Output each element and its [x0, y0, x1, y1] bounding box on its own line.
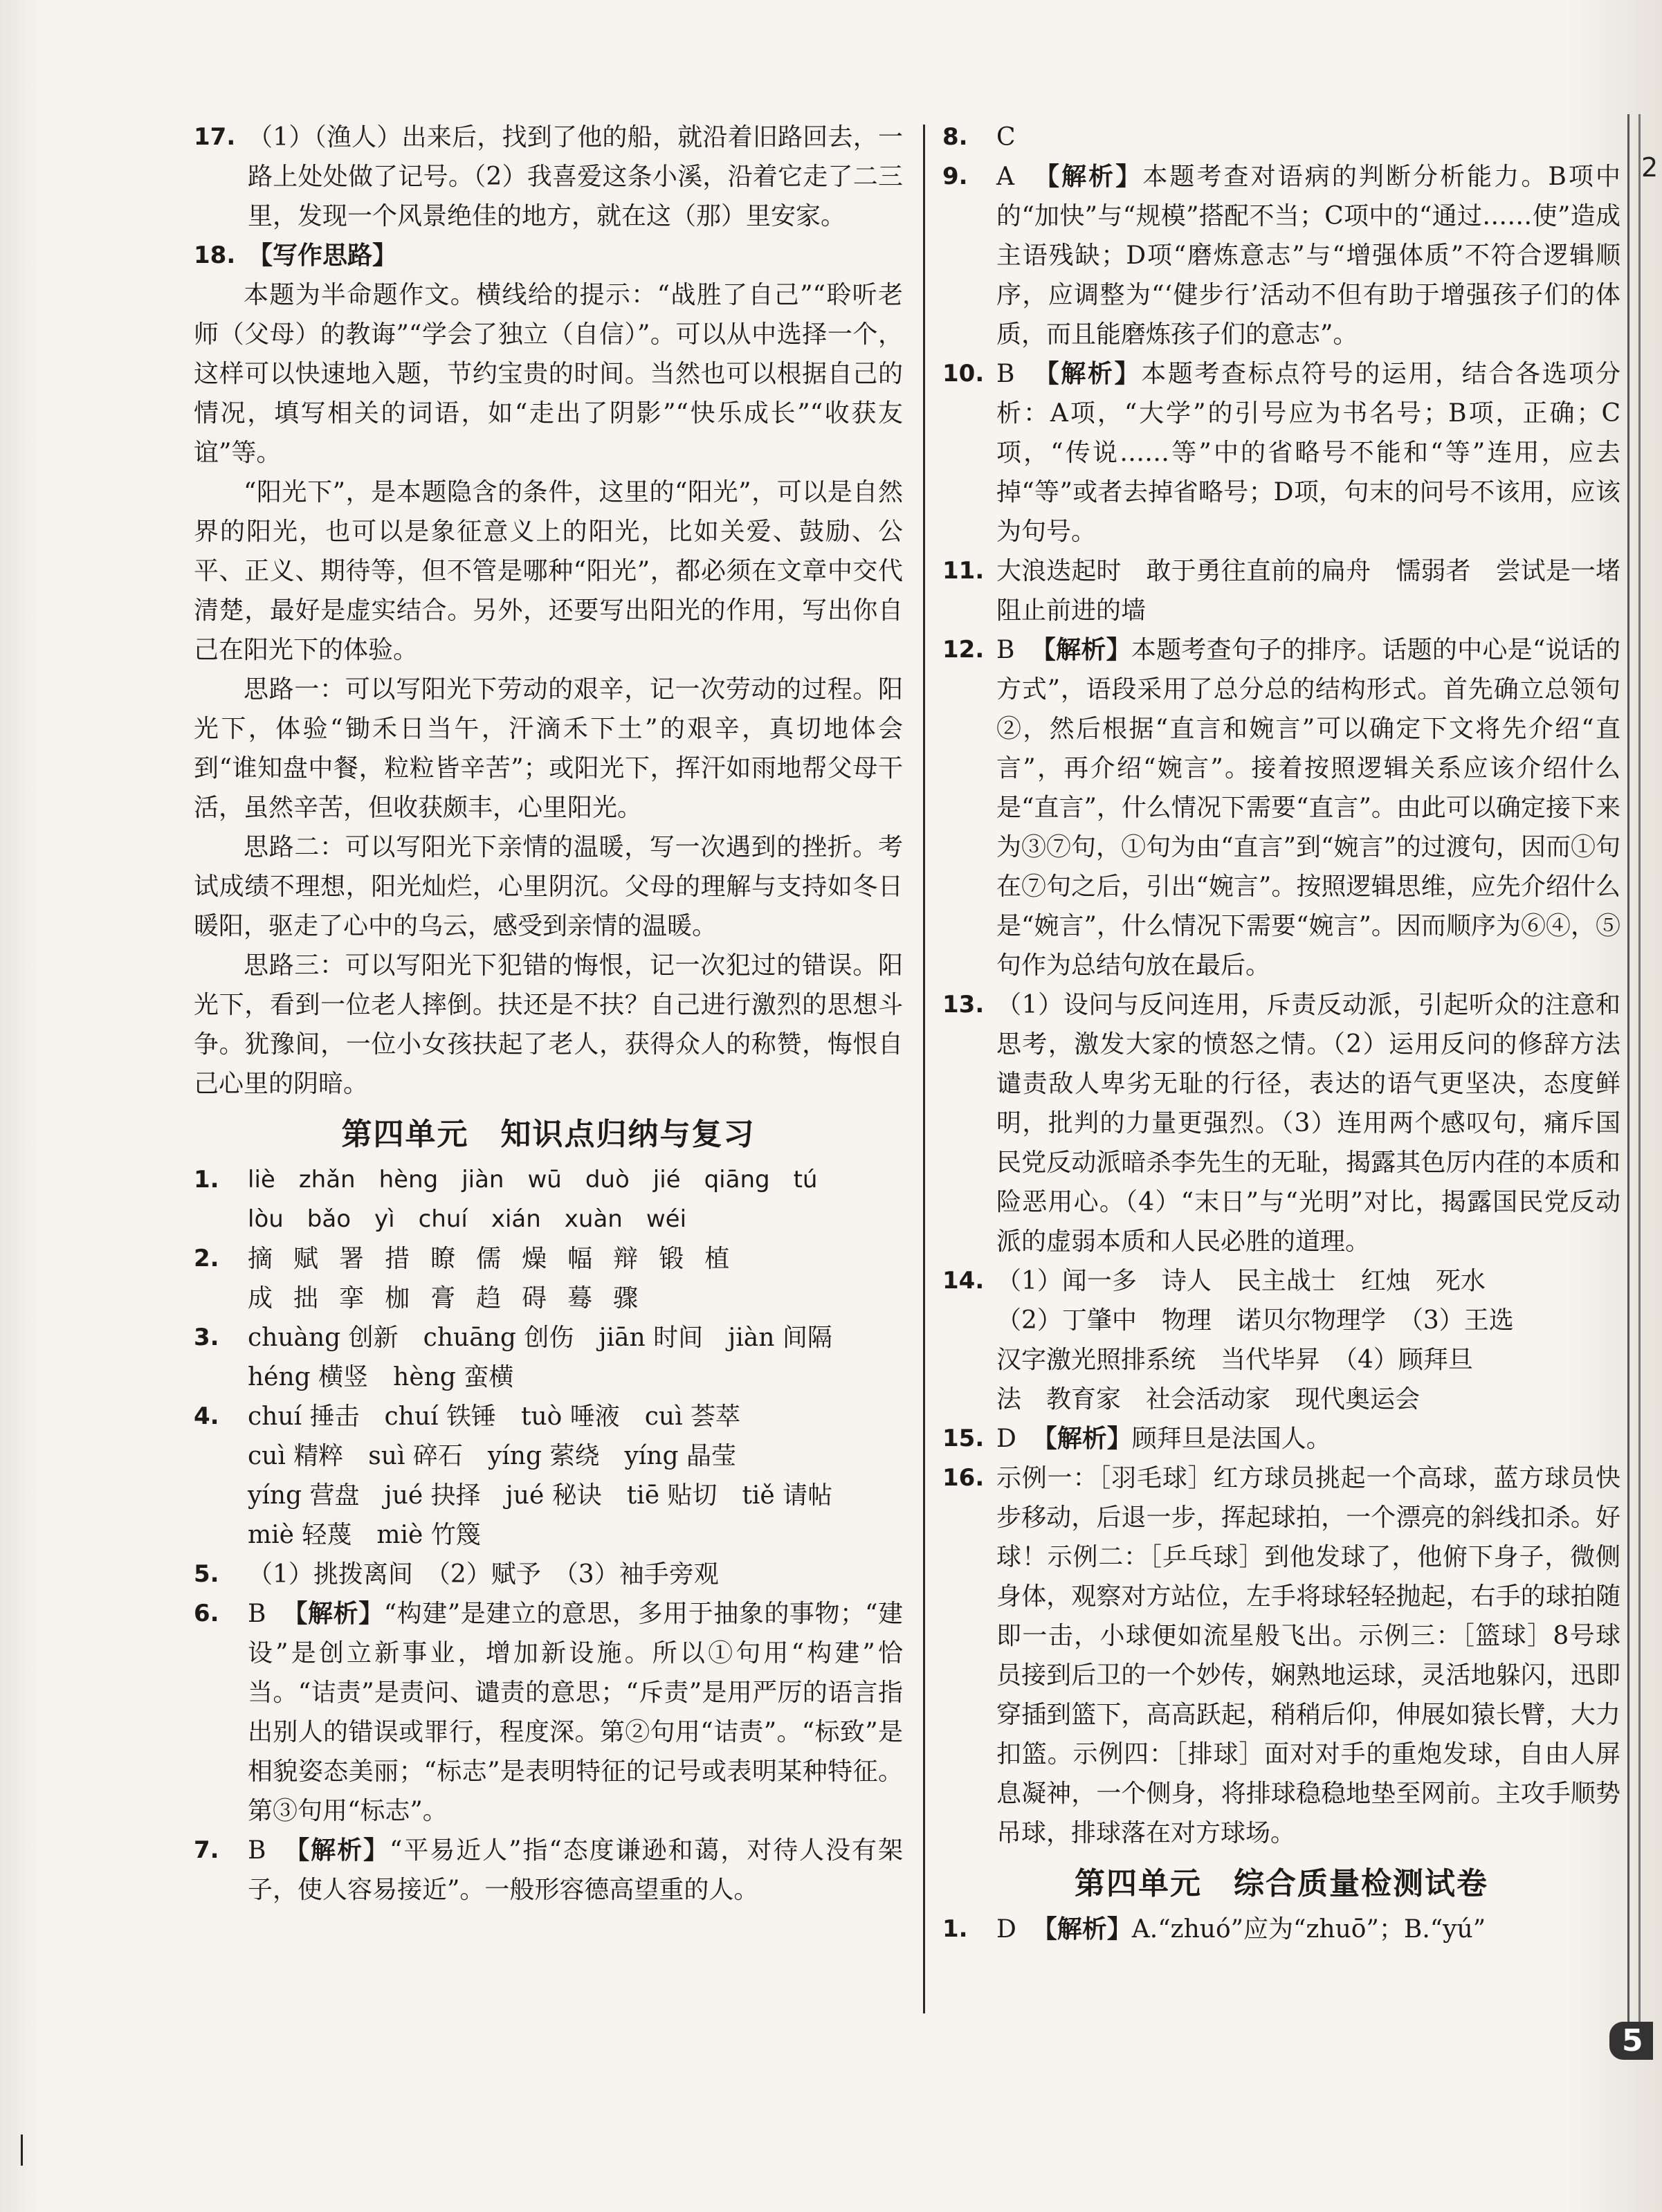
- item-13: [942, 985, 1620, 1261]
- answer-line: héng 横竖 hèng 蛮横: [248, 1363, 514, 1391]
- item-3: [194, 1318, 903, 1397]
- writing-paragraph: 思路三：可以写阳光下犯错的悔恨，记一次犯过的错误。阳光下，看到一位老人摔倒。扶还是不扶？自己进行激烈的思想斗争。犹豫间，一位小女孩扶起了老人，获得众人的称赞，悔恨自己心里的阴暗。: [194, 951, 903, 1098]
- answer-text: 大浪迭起时 敢于勇往直前的扁舟 懦弱者 尝试是一堵阻止前进的墙: [996, 557, 1620, 625]
- char: 碍: [522, 1284, 547, 1313]
- question-number: 15.: [942, 1425, 985, 1452]
- analysis-label: 【解析】: [284, 1836, 390, 1865]
- answer-line: yíng 营盘 jué 抉择 jué 秘诀 tiē 贴切 tiě 请帖: [248, 1481, 833, 1510]
- question-number: 16.: [942, 1464, 985, 1492]
- pinyin: yì: [374, 1205, 395, 1233]
- test-item-1: [942, 1910, 1620, 1949]
- char: 蓦: [567, 1284, 593, 1313]
- char: 成: [248, 1284, 273, 1313]
- pinyin: lòu: [248, 1205, 284, 1233]
- edge-text: 2: [1641, 152, 1659, 183]
- answer-text: （1）（渔人）出来后，找到了他的船，就沿着旧路回去，一路上处处做了记号。（2）我喜爱这条小溪，沿着它走了二三里，发现一个风景绝佳的地方，就在这（那）里安家。: [248, 123, 903, 230]
- answer-line: cuì 精粹 suì 碎石 yíng 萦绕 yíng 晶莹: [248, 1442, 736, 1470]
- question-number: 1.: [194, 1166, 219, 1194]
- question-number: 6.: [194, 1600, 219, 1627]
- answer-choice: B: [996, 636, 1015, 664]
- char: 摘: [248, 1245, 273, 1273]
- analysis-label: 【解析】: [1030, 636, 1131, 664]
- answer-line: 汉字激光照排系统 当代毕昇 （4）顾拜旦: [996, 1346, 1473, 1374]
- char: 锻: [659, 1245, 684, 1273]
- question-number: 5.: [194, 1560, 219, 1588]
- pinyin: xián: [491, 1205, 541, 1233]
- answer-choice: B: [996, 360, 1015, 388]
- analysis-label: 【解析】: [1034, 163, 1143, 191]
- question-number: 2.: [194, 1245, 219, 1272]
- char: 措: [385, 1245, 410, 1273]
- question-number: 13.: [942, 991, 985, 1018]
- analysis-text: 本题考查对语病的判断分析能力。B项中的“加快”与“规模”搭配不当；C项中的“通过……使”造成主语残缺；D项“磨炼意志”与“增强体质”不符合逻辑顺序，应调整为“‘健步行’活动不但有助于增强孩子们的体质，而且能磨炼孩子们的意志”。: [996, 163, 1620, 349]
- char: 儒: [476, 1245, 502, 1273]
- analysis-label: 【解析】: [1032, 1915, 1132, 1944]
- question-number: 3.: [194, 1324, 219, 1351]
- pinyin: duò: [585, 1166, 630, 1194]
- answer-text: （1）设问与反问连用，斥责反动派，引起听众的注意和思考，激发大家的愤怒之情。（2）运用反问的修辞方法谴责敌人卑劣无耻的行径，表达的语气更坚决，态度鲜明，批判的力量更强烈。（3）连用两个感叹句，痛斥国民党反动派暗杀李先生的无耻，揭露其色厉内荏的本质和险恶用心。（4）“末日”与“光明”对比，揭露国民党反动派的虚弱本质和人民必胜的道理。: [996, 991, 1620, 1256]
- item-8: [942, 118, 1620, 157]
- question-number: 18.: [194, 241, 236, 269]
- answer-choice: B: [248, 1836, 266, 1865]
- pinyin: hèng: [378, 1166, 439, 1194]
- question-17: [194, 118, 903, 236]
- writing-paragraph: “阳光下”，是本题隐含的条件，这里的“阳光”，可以是自然界的阳光，也可以是象征意义上的阳光，比如关爱、鼓励、公平、正义、期待等，但不管是哪种“阳光”，都必须在文章中交代清楚，最好是虚实结合。另外，还要写出阳光的作用，写出你自己在阳光下的体验。: [194, 478, 903, 664]
- pinyin: zhǎn: [298, 1166, 356, 1194]
- answer-line: （1）闻一多 诗人 民主战士 红烛 死水: [996, 1267, 1486, 1295]
- char: 骤: [613, 1284, 639, 1313]
- question-number: 10.: [942, 360, 985, 387]
- answer-text: 示例一：［羽毛球］红方球员挑起一个高球，蓝方球员快步移动，后退一步，挥起球拍，一个漂亮的斜线扣杀。好球！示例二：［乒乓球］到他发球了，他俯下身子，微侧身体，观察对方站位，左手将球轻轻抛起，右手的球拍随即一击，小球便如流星般飞出。示例三：［篮球］8号球员接到后卫的一个妙传，娴熟地运球，灵活地躲闪，迅即穿插到篮下，高高跃起，稍稍后仰，伸展如猿长臂，大力扣篮。示例四：［排球］面对对手的重炮发球，自由人屏息凝神，一个侧身，将排球稳稳地垫至网前。主攻手顺势吊球，排球落在对方球场。: [996, 1464, 1620, 1847]
- pinyin: tú: [793, 1166, 818, 1194]
- left-column: [194, 118, 903, 1910]
- question-number: 4.: [194, 1402, 219, 1430]
- char: 趋: [476, 1284, 502, 1313]
- analysis-text: 顾拜旦是法国人。: [1131, 1425, 1331, 1453]
- char: 辩: [613, 1245, 639, 1273]
- char-line: [248, 1239, 903, 1279]
- char: 赋: [293, 1245, 319, 1273]
- answer-choice: B: [248, 1600, 266, 1628]
- pinyin: jié: [652, 1166, 681, 1194]
- pinyin: qiāng: [704, 1166, 770, 1194]
- item-12: [942, 630, 1620, 985]
- writing-paragraph: 思路一：可以写阳光下劳动的艰辛，记一次劳动的过程。阳光下，体验“锄禾日当午，汗滴禾下土”的艰辛，真切地体会到“谁知盘中餐，粒粒皆辛苦”；或阳光下，挥汗如雨地帮父母干活，虽然辛苦，但收获颇丰，心里阳光。: [194, 675, 903, 822]
- item-6: [194, 1594, 903, 1831]
- answer-choice: D: [996, 1425, 1016, 1453]
- item-1-pinyin: [194, 1160, 903, 1239]
- answer-line: 法 教育家 社会活动家 现代奥运会: [996, 1385, 1421, 1414]
- char: 幅: [567, 1245, 593, 1273]
- answer-choice: A: [996, 163, 1014, 191]
- answer-choice: D: [996, 1915, 1016, 1944]
- pinyin-line: [248, 1200, 903, 1239]
- right-column: [942, 118, 1620, 1949]
- item-11: [942, 551, 1620, 630]
- item-9: [942, 157, 1620, 354]
- pinyin: liè: [248, 1166, 275, 1194]
- analysis-text: “构建”是建立的意思，多用于抽象的事物；“建设”是创立新事业，增加新设施。所以①句用“构建”恰当。“诘责”是责问、谴责的意思；“斥责”是用严厉的语言指出别人的错误或罪行，程度深。第②句用“诘责”。“标致”是相貌姿态美丽；“标志”是表明特征的记号或表明某种特征。第③句用“标志”。: [248, 1600, 903, 1825]
- margin-rule: [1627, 114, 1629, 2038]
- pinyin-line: [248, 1160, 903, 1200]
- pinyin: xuàn: [564, 1205, 623, 1233]
- question-number: 7.: [194, 1836, 219, 1864]
- char: 膏: [430, 1284, 456, 1313]
- question-number: 1.: [942, 1915, 968, 1943]
- question-number: 12.: [942, 636, 985, 664]
- question-number: 8.: [942, 123, 968, 151]
- item-14: [942, 1261, 1620, 1419]
- pinyin: wū: [527, 1166, 562, 1194]
- char: 燥: [522, 1245, 547, 1273]
- edge-rule: [1638, 114, 1641, 2038]
- item-7: [194, 1831, 903, 1910]
- section-title: 第四单元 知识点归纳与复习: [341, 1117, 756, 1152]
- binding-mark: [21, 2135, 23, 2166]
- pinyin: wéi: [646, 1205, 687, 1233]
- item-10: [942, 354, 1620, 551]
- question-number: 11.: [942, 557, 985, 585]
- column-divider: [923, 125, 925, 2013]
- pinyin: bǎo: [307, 1205, 351, 1233]
- analysis-text: 本题考查句子的排序。话题的中心是“说话的方式”，语段采用了总分总的结构形式。首先确立总领句②，然后根据“直言和婉言”可以确定下文将先介绍“直言”，再介绍“婉言”。接着按照逻辑关系应该介绍什么是“直言”，什么情况下需要“直言”。由此可以确定接下来为③⑦句，①句为由“直言”到“婉言”的过渡句，因而①句在⑦句之后，引出“婉言”。按照逻辑思维，应先介绍什么是“婉言”，什么情况下需要“婉言”。因而顺序为⑥④，⑤句作为总结句放在最后。: [996, 636, 1620, 980]
- question-number: 14.: [942, 1267, 985, 1295]
- item-2-chars: [194, 1239, 903, 1318]
- page-number: 5: [1609, 2022, 1653, 2060]
- analysis-label: 【解析】: [1034, 360, 1142, 388]
- char-line: [248, 1279, 903, 1318]
- answer-text: （1）挑拨离间 （2）赋予 （3）袖手旁观: [248, 1560, 719, 1589]
- answer-line: （2）丁肇中 物理 诺贝尔物理学 （3）王选: [996, 1306, 1514, 1335]
- question-18: [194, 236, 903, 275]
- analysis-label: 【解析】: [282, 1600, 384, 1628]
- char: 植: [704, 1245, 730, 1273]
- writing-paragraph: 思路二：可以写阳光下亲情的温暖，写一次遇到的挫折。考试成绩不理想，阳光灿烂，心里阴沉。父母的理解与支持如冬日暖阳，驱走了心中的乌云，感受到亲情的温暖。: [194, 833, 903, 940]
- char: 挛: [339, 1284, 365, 1313]
- item-16: [942, 1459, 1620, 1853]
- answer-line: chuí 捶击 chuí 铁锤 tuò 唾液 cuì 荟萃: [248, 1402, 741, 1431]
- section-title: 第四单元 综合质量检测试卷: [1075, 1866, 1488, 1901]
- pinyin: jiàn: [462, 1166, 504, 1194]
- analysis-text: “平易近人”指“态度谦逊和蔼，对待人没有架子，使人容易接近”。一般形容德高望重的人。: [248, 1836, 903, 1904]
- question-number: 9.: [942, 163, 968, 190]
- item-4: [194, 1397, 903, 1555]
- pinyin: chuí: [418, 1205, 468, 1233]
- question-number: 17.: [194, 123, 236, 151]
- analysis-label: 【解析】: [1032, 1425, 1132, 1453]
- answer-choice: C: [996, 123, 1016, 152]
- answer-line: chuàng 创新 chuāng 创伤 jiān 时间 jiàn 间隔: [248, 1324, 832, 1352]
- analysis-label: 【写作思路】: [248, 241, 398, 270]
- char: 枷: [385, 1284, 410, 1313]
- item-15: [942, 1419, 1620, 1459]
- analysis-text: 本题考查标点符号的运用，结合各选项分析：A项，“大学”的引号应为书名号；B项，正确；C项，“传说……等”中的省略号不能和“等”连用，应去掉“等”或者去掉省略号；D项，句末的问号不该用，应该为句号。: [996, 360, 1620, 546]
- char: 瞭: [430, 1245, 456, 1273]
- item-5: [194, 1555, 903, 1594]
- char: 署: [339, 1245, 365, 1273]
- writing-paragraph: 本题为半命题作文。横线给的提示：“战胜了自己”“聆听老师（父母）的教诲”“学会了独立（自信）”。可以从中选择一个，这样可以快速地入题，节约宝贵的时间。当然也可以根据自己的情况，填写相关的词语，如“走出了阴影”“快乐成长”“收获友谊”等。: [194, 281, 903, 467]
- answer-line: miè 轻蔑 miè 竹篾: [248, 1521, 481, 1549]
- analysis-text: A.“zhuó”应为“zhuō”；B.“yú”: [1131, 1915, 1486, 1944]
- char: 拙: [293, 1284, 319, 1313]
